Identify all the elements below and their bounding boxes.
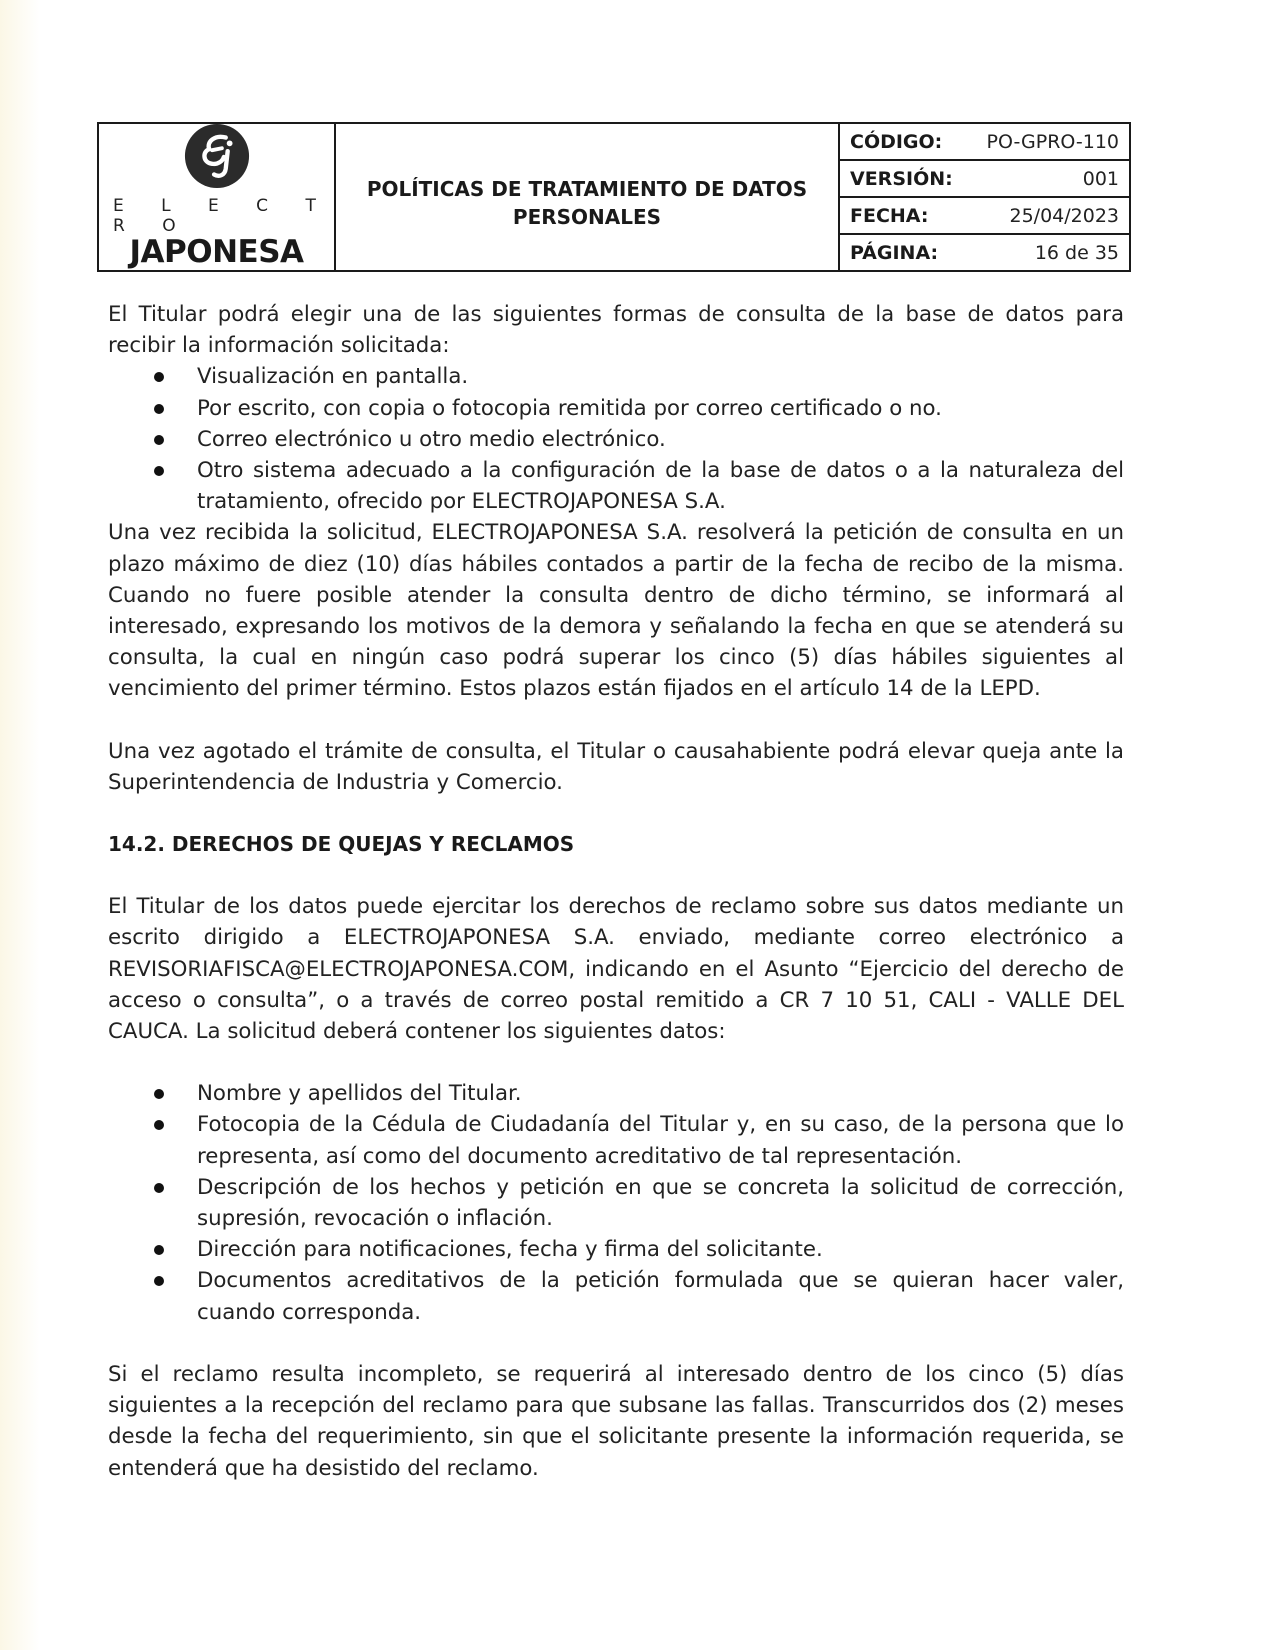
meta-label: FECHA: — [850, 204, 929, 227]
meta-value: 16 de 35 — [1034, 241, 1119, 264]
list-item-text: Dirección para notificaciones, fecha y firma del solicitante. — [197, 1237, 823, 1263]
bullet-icon — [154, 372, 164, 382]
meta-row-version — [840, 161, 1129, 198]
company-logo — [99, 124, 336, 270]
document-control-table — [840, 124, 1129, 270]
document-body — [108, 299, 1124, 1484]
intro-paragraph: El Titular podrá elegir una de las siguientes formas de consulta de la base de datos para recibir la información solicitada: — [108, 302, 1124, 359]
bullet-icon — [154, 435, 164, 445]
resolution-paragraph: Una vez recibida la solicitud, ELECTROJAPONESA S.A. resolverá la petición de consulta en un plazo máximo de diez (10) días hábiles contados a partir de la fecha de recibo de la misma. Cuando no fuere posible atender la consulta dentro de dicho término, se informará al interesado, expresando los motivos de la demora y señalando la fecha en que se atenderá su consulta, la cual en ningún caso podrá superar los cinco (5) días hábiles siguientes al vencimiento del primer término. Estos plazos están fijados en el artículo 14 de la LEPD. — [108, 520, 1124, 702]
meta-value: 25/04/2023 — [1009, 204, 1119, 227]
bullet-icon — [154, 1245, 164, 1255]
meta-row-pagina — [840, 235, 1129, 270]
list-item — [108, 455, 1124, 517]
meta-label: VERSIÓN: — [850, 167, 953, 190]
document-title-line2: PERSONALES — [512, 205, 662, 229]
list-item — [108, 361, 1124, 392]
meta-row-fecha — [840, 198, 1129, 235]
list-item-text: Otro sistema adecuado a la configuración de la base de datos o a la naturaleza del tratamiento, ofrecido por ELECTROJAPONESA S.A. — [197, 458, 1124, 515]
list-item — [108, 1172, 1124, 1234]
scan-shadow — [0, 0, 40, 1650]
list-item-text: Visualización en pantalla. — [197, 364, 469, 390]
list-item-text: Descripción de los hechos y petición en que se concreta la solicitud de corrección, supresión, revocación o inflación. — [197, 1174, 1124, 1232]
list-item-text: Documentos acreditativos de la petición formulada que se quieran hacer valer, cuando corresponda. — [197, 1268, 1124, 1325]
claim-paragraph: El Titular de los datos puede ejercitar los derechos de reclamo sobre sus datos mediante un escrito dirigido a ELECTROJAPONESA S.A. enviado, mediante correo electrónico a REVISORIAFISCA@ELECTROJAPONESA.COM, indicando en el Asunto “Ejercicio del derecho de acceso o consulta”, o a través de correo postal remitido a CR 7 10 51, CALI - VALLE DEL CAUCA. La solicitud deberá contener los siguientes datos: — [108, 894, 1124, 1045]
consult-forms-list — [108, 361, 1124, 517]
meta-label: PÁGINA: — [850, 241, 939, 264]
list-item — [108, 1265, 1124, 1327]
list-item — [108, 1078, 1124, 1109]
logo-text-japonesa: JAPONESA — [129, 234, 304, 270]
bullet-icon — [154, 1089, 164, 1099]
list-item-text: Fotocopia de la Cédula de Ciudadanía del Titular y, en su caso, de la persona que lo representa, así como del documento acreditativo de tal representación. — [197, 1112, 1124, 1169]
document-header — [97, 122, 1131, 272]
list-item-text: Por escrito, con copia o fotocopia remitida por correo certificado o no. — [197, 395, 942, 421]
bullet-icon — [154, 1183, 164, 1193]
list-item — [108, 393, 1124, 424]
bullet-icon — [154, 1276, 164, 1286]
list-item-text: Nombre y apellidos del Titular. — [197, 1081, 522, 1107]
bullet-icon — [154, 466, 164, 476]
meta-value: PO-GPRO-110 — [986, 130, 1119, 153]
meta-label: CÓDIGO: — [850, 130, 943, 153]
ej-monogram-icon — [182, 122, 252, 190]
complaint-paragraph: Una vez agotado el trámite de consulta, el Titular o causahabiente podrá elevar queja ante la Superintendencia de Industria y Comercio. — [108, 738, 1124, 795]
document-title-line1: POLÍTICAS DE TRATAMIENTO DE DATOS — [366, 177, 808, 201]
bullet-icon — [154, 1120, 164, 1130]
incomplete-claim-paragraph: Si el reclamo resulta incompleto, se requerirá al interesado dentro de los cinco (5) días siguientes a la recepción del reclamo para que subsane las fallas. Transcurridos dos (2) meses desde la fecha del requerimiento, sin que el solicitante presente la información requerida, se entenderá que ha desistido del reclamo. — [108, 1361, 1124, 1481]
meta-value: 001 — [1082, 167, 1119, 190]
list-item — [108, 1109, 1124, 1171]
bullet-icon — [154, 404, 164, 414]
logo-text-electro: E L E C T R O — [113, 196, 332, 236]
section-heading: 14.2. DERECHOS DE QUEJAS Y RECLAMOS — [108, 832, 575, 857]
document-title — [336, 124, 840, 270]
list-item — [108, 424, 1124, 455]
list-item — [108, 1234, 1124, 1265]
claim-requirements-list — [108, 1078, 1124, 1328]
list-item-text: Correo electrónico u otro medio electrónico. — [197, 426, 666, 452]
meta-row-codigo — [840, 124, 1129, 161]
